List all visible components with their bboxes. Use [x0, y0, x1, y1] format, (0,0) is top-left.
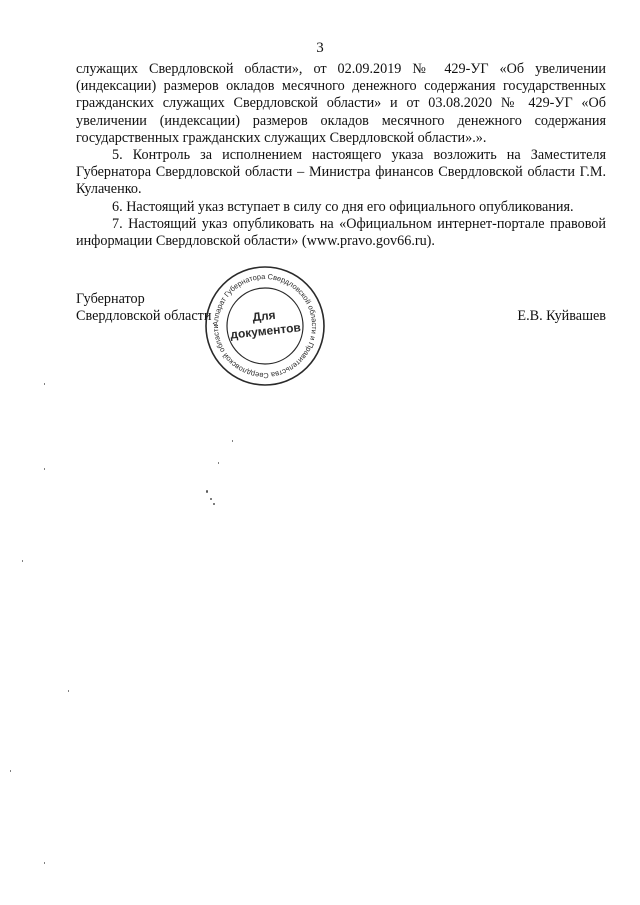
signatory-title — [76, 291, 211, 325]
stamp-ring-text: Аппарат Губернатора Свердловской области и Правительства Свердловской области — [210, 271, 320, 381]
scan-speck — [10, 770, 11, 772]
scan-speck — [44, 468, 45, 470]
scan-speck — [210, 498, 212, 500]
scan-speck — [44, 862, 45, 864]
signatory-title-line1: Губернатор — [76, 291, 145, 307]
document-body — [76, 61, 606, 250]
page-number: 3 — [316, 40, 324, 56]
paragraph-continuation: служащих Свердловской области», от 02.09.2019 № 429-УГ «Об увеличении (индексации) размеров окладов месячного денежного содержания государственных гражданских служащих Свердловской области» и от 03.08.2020 № 429-УГ «Об увеличении (индексации) размеров окладов месячного денежного содержания государственных гражданских служащих Свердловской области».». — [76, 61, 606, 146]
scan-speck — [232, 440, 233, 442]
scan-speck — [44, 383, 45, 385]
stamp-center-line2: документов — [229, 320, 302, 342]
stamp-center-line1: Для — [251, 307, 277, 325]
scan-speck — [218, 462, 219, 464]
stamp-graphic — [203, 264, 327, 388]
scan-speck — [22, 560, 23, 562]
signatory-title-line2: Свердловской области — [76, 308, 212, 325]
scan-speck — [68, 690, 69, 692]
paragraph-5: 5. Контроль за исполнением настоящего указа возложить на Заместителя Губернатора Свердловской области – Министра финансов Свердловской области Г.М. Кулаченко. — [76, 147, 606, 198]
scan-speck — [213, 503, 215, 505]
paragraph-7: 7. Настоящий указ опубликовать на «Официальном интернет-портале правовой информации Свердловской области» (www.pravo.gov66.ru). — [76, 215, 606, 250]
scan-speck — [206, 490, 208, 493]
paragraph-6: 6. Настоящий указ вступает в силу со дня его официального опубликования. — [112, 198, 574, 215]
signatory-name: Е.В. Куйвашев — [517, 308, 606, 324]
document-stamp — [203, 264, 327, 388]
